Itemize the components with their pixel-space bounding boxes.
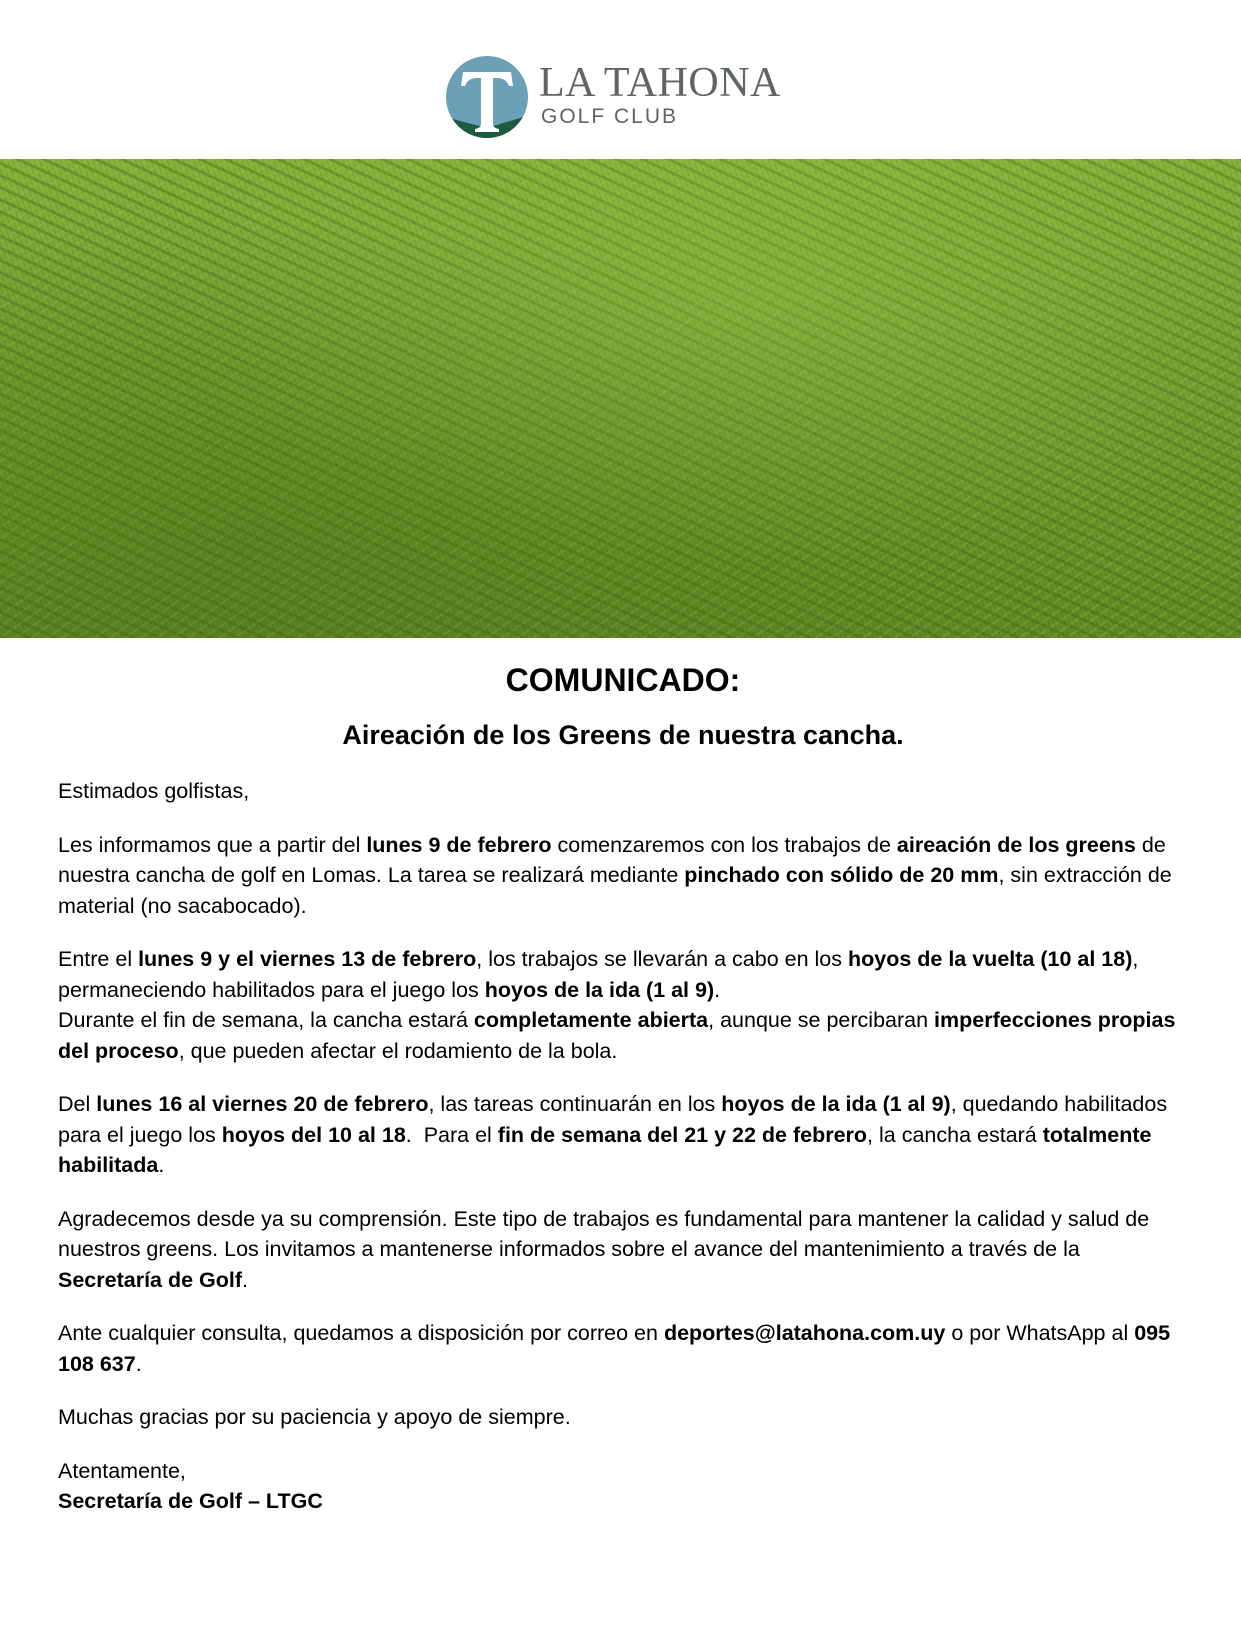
club-logo	[441, 56, 781, 138]
closing: Atentamente,	[58, 1458, 186, 1483]
contact-email: deportes@latahona.com.uy	[663, 1321, 946, 1345]
paragraph-thanks: Agradecemos desde ya su comprensión. Este tipo de trabajos es fundamental para mantener la calidad y salud de nuestros greens. Los invitamos a mantenerse informados sobre el avance del mantenimiento a través de la Secretaría de Golf.	[58, 1206, 1150, 1292]
hero-grass-image	[0, 159, 1241, 638]
paragraph-contact: Ante cualquier consulta, quedamos a disposición por correo en deportes@latahona.com.uy o por WhatsApp al 095 108 637.	[58, 1321, 1171, 1376]
greeting: Estimados golfistas,	[58, 779, 250, 803]
golf-club-t-emblem-icon	[441, 56, 533, 138]
logo-subtitle: GOLF CLUB	[541, 105, 679, 128]
paragraph-week-one: Entre el lunes 9 y el viernes 13 de febrero, los trabajos se llevarán a cabo en los hoyos de la vuelta (10 al 18), permaneciendo habilitados para el juego los hoyos de la ida (1 al 9). Durante el fin de semana, la cancha estará completamente abierta, aunque se percibaran imperfecciones propias del proceso, que pueden afectar el rodamiento de la bola.	[58, 947, 1176, 1063]
announcement-body	[58, 660, 1188, 1540]
logo-title: LA TAHONA	[539, 60, 781, 106]
page-subtitle: Aireación de los Greens de nuestra cancha.	[342, 720, 904, 750]
signature-block	[58, 1456, 1188, 1517]
paragraph-schedule-start: Les informamos que a partir del lunes 9 de febrero comenzaremos con los trabajos de aireación de los greens de nuestra cancha de golf en Lomas. La tarea se realizará mediante pinchado con sólido de 20 mm, sin extracción de material (no sacabocado).	[58, 832, 1172, 918]
paragraph-week-two: Del lunes 16 al viernes 20 de febrero, las tareas continuarán en los hoyos de la ida (1 al 9), quedando habilitados para el juego los hoyos del 10 al 18. Para el fin de semana del 21 y 22 de febrero, la cancha estará totalmente habilitada.	[58, 1092, 1168, 1177]
contact-phone: 095 108 637	[58, 1321, 1171, 1376]
paragraph-gratitude: Muchas gracias por su paciencia y apoyo de siempre.	[58, 1405, 571, 1429]
page-title: COMUNICADO:	[505, 662, 741, 698]
signature: Secretaría de Golf – LTGC	[58, 1489, 323, 1513]
